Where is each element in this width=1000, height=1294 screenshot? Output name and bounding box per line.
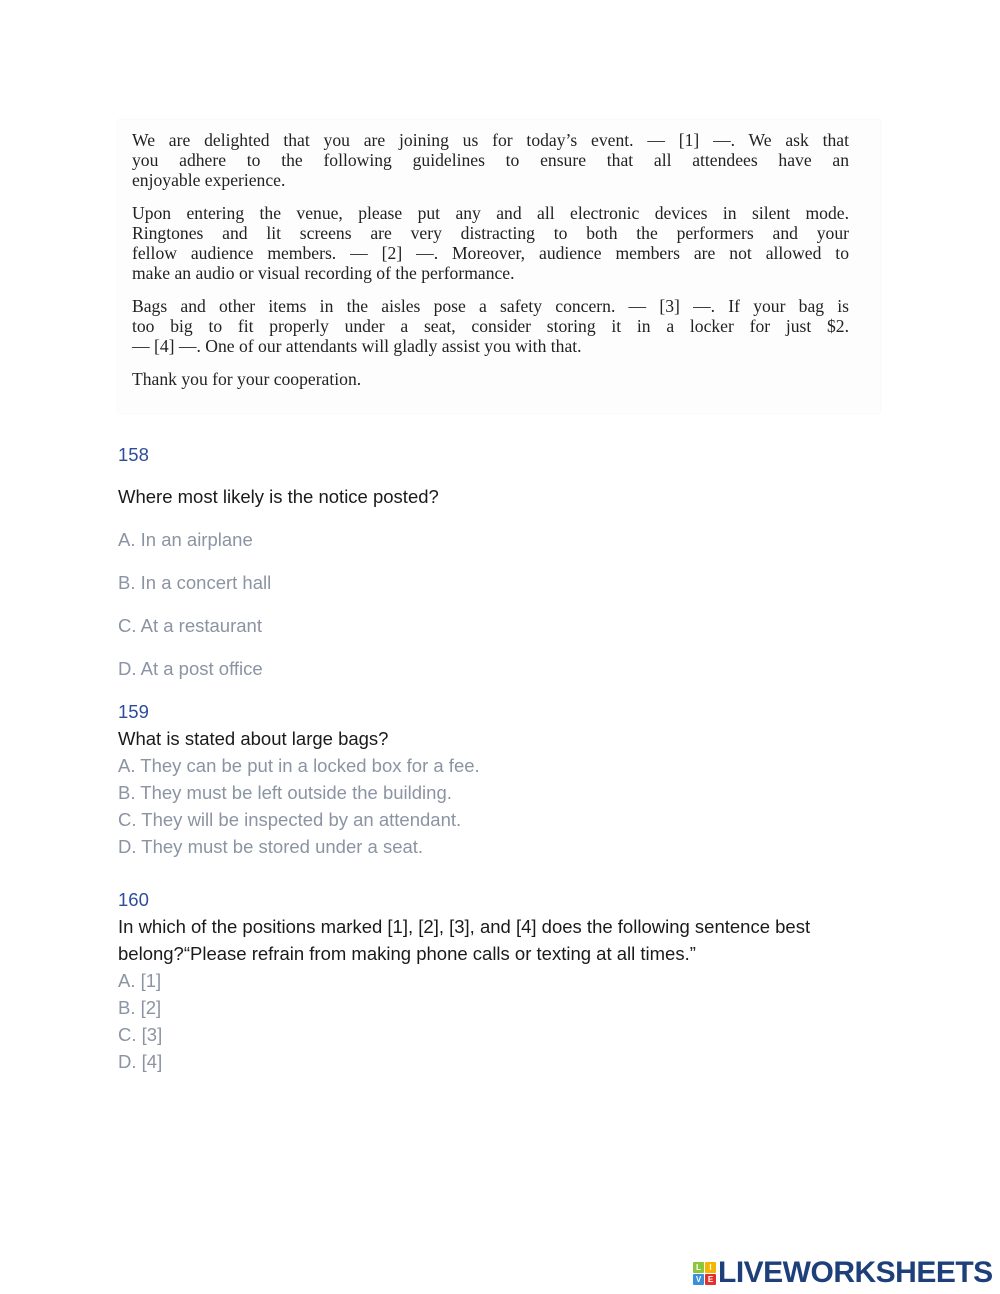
notice-line: you adhere to the following guidelines to ensure that all attendees have an — [132, 150, 849, 170]
notice-paragraph-4 — [132, 369, 849, 389]
question-number-160: 160 — [118, 889, 149, 910]
option-159-c[interactable]: C. They will be inspected by an attendant. — [118, 809, 462, 830]
option-158-c[interactable]: C. At a restaurant — [118, 615, 262, 636]
option-160-d[interactable]: D. [4] — [118, 1051, 163, 1072]
option-158-b[interactable]: B. In a concert hall — [118, 572, 272, 593]
notice-line: Upon entering the venue, please put any and all electronic devices in silent mode. — [132, 203, 849, 223]
notice-line: Ringtones and lit screens are very distracting to both the performers and your — [132, 223, 849, 243]
notice-line: fellow audience members. — [2] —. Moreover, audience members are not allowed to — [132, 243, 849, 263]
notice-paragraph-3 — [132, 296, 849, 356]
notice-line: Bags and other items in the aisles pose a safety concern. — [3] —. If your bag is — [132, 296, 849, 316]
notice-line: enjoyable experience. — [132, 170, 286, 190]
question-text-158: Where most likely is the notice posted? — [118, 486, 439, 507]
logo-tile: E — [705, 1274, 716, 1285]
question-number-159: 159 — [118, 701, 149, 722]
notice-paragraph-2 — [132, 203, 849, 283]
notice-line: Thank you for your cooperation. — [132, 369, 362, 389]
option-159-b[interactable]: B. They must be left outside the building. — [118, 782, 452, 803]
logo-tiles-icon — [693, 1262, 716, 1285]
option-158-d[interactable]: D. At a post office — [118, 658, 263, 679]
question-text-159: What is stated about large bags? — [118, 728, 389, 749]
logo-tile: I — [705, 1262, 716, 1273]
option-160-b[interactable]: B. [2] — [118, 997, 162, 1018]
option-160-a[interactable]: A. [1] — [118, 970, 162, 991]
option-159-d[interactable]: D. They must be stored under a seat. — [118, 836, 424, 857]
notice-image — [118, 120, 880, 413]
option-159-a[interactable]: A. They can be put in a locked box for a fee. — [118, 755, 480, 776]
notice-line: — [4] —. One of our attendants will gladly assist you with that. — [132, 336, 582, 356]
option-158-a[interactable]: A. In an airplane — [118, 529, 253, 550]
logo-text: LIVEWORKSHEETS — [718, 1256, 993, 1289]
notice-line: make an audio or visual recording of the performance. — [132, 263, 515, 283]
question-text-160-line2: belong?“Please refrain from making phone calls or texting at all times.” — [118, 943, 696, 964]
logo-tile: V — [693, 1274, 704, 1285]
option-160-c[interactable]: C. [3] — [118, 1024, 163, 1045]
question-number-158: 158 — [118, 444, 149, 465]
liveworksheets-logo — [693, 1256, 993, 1290]
notice-line: We are delighted that you are joining us for today’s event. — [1] —. We ask that — [132, 130, 849, 150]
notice-line: too big to fit properly under a seat, consider storing it in a locker for just $2. — [132, 316, 849, 336]
notice-paragraph-1 — [132, 130, 849, 190]
question-text-160-line1: In which of the positions marked [1], [2], [3], and [4] does the following sentence best — [118, 916, 811, 937]
logo-tile: L — [693, 1262, 704, 1273]
